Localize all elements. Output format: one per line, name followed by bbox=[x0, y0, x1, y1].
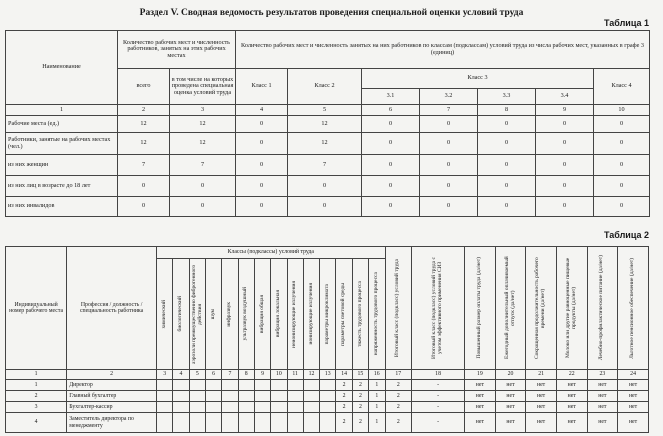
factor-header: вибрация локальная bbox=[274, 290, 281, 338]
t2-colnum: 5 bbox=[189, 370, 205, 380]
cell: 2 bbox=[336, 380, 352, 391]
cell: нет bbox=[587, 413, 618, 433]
cell: 0 bbox=[362, 176, 420, 197]
t1-header-sub: 3.3 bbox=[478, 89, 536, 105]
cell: 0 bbox=[594, 176, 650, 197]
table-row bbox=[6, 176, 650, 197]
cell: 0 bbox=[478, 133, 536, 155]
cell: нет bbox=[465, 413, 496, 433]
cell: 0 bbox=[118, 176, 170, 197]
t2-colnum: 10 bbox=[271, 370, 287, 380]
table1-label: Таблица 1 bbox=[603, 18, 649, 28]
t2-colnum: 23 bbox=[587, 370, 618, 380]
cell: нет bbox=[556, 413, 587, 433]
cell: 7 bbox=[288, 155, 362, 176]
cell: 0 bbox=[420, 176, 478, 197]
cell: 0 bbox=[478, 176, 536, 197]
t2-header-food: Лечебно-профилактическое питание (да/нет) bbox=[598, 255, 605, 361]
cell: 2 bbox=[352, 402, 368, 413]
cell: нет bbox=[495, 413, 526, 433]
table-row bbox=[6, 155, 650, 176]
cell: 2 bbox=[385, 402, 412, 413]
t2-colnum: 14 bbox=[336, 370, 352, 380]
t2-colnum: 18 bbox=[412, 370, 465, 380]
cell: 12 bbox=[288, 116, 362, 133]
t2-colnum: 11 bbox=[287, 370, 303, 380]
cell: 0 bbox=[362, 133, 420, 155]
cell: 1 bbox=[369, 380, 385, 391]
factor-header: неионизирующие излучения bbox=[291, 280, 298, 348]
t1-colnum: 2 bbox=[118, 105, 170, 116]
table-row bbox=[6, 380, 649, 391]
cell: 0 bbox=[536, 197, 594, 217]
t2-colnum: 24 bbox=[618, 370, 649, 380]
cell: 0 bbox=[420, 197, 478, 217]
cell: нет bbox=[618, 402, 649, 413]
factor-header: параметры световой среды bbox=[340, 282, 347, 346]
cell: 1 bbox=[369, 391, 385, 402]
t2-colnum: 6 bbox=[205, 370, 221, 380]
cell: нет bbox=[618, 380, 649, 391]
cell: 0 bbox=[288, 197, 362, 217]
cell: нет bbox=[495, 391, 526, 402]
row-name: Работники, занятые на рабочих местах (чел.) bbox=[6, 133, 118, 155]
cell: нет bbox=[465, 380, 496, 391]
t1-colnum: 6 bbox=[362, 105, 420, 116]
t2-colnum: 9 bbox=[254, 370, 270, 380]
factor-header: шум bbox=[209, 308, 216, 320]
workplace-profession: Заместитель директора по менеджменту bbox=[67, 413, 157, 433]
workplace-id: 3 bbox=[6, 402, 67, 413]
t2-colnum: 8 bbox=[238, 370, 254, 380]
cell: 0 bbox=[536, 155, 594, 176]
cell: нет bbox=[556, 380, 587, 391]
t1-header-count: Количество рабочих мест и численность работников, занятых на этих рабочих местах bbox=[118, 31, 236, 69]
cell: 0 bbox=[478, 155, 536, 176]
t2-colnum: 21 bbox=[526, 370, 557, 380]
t2-colnum: 22 bbox=[556, 370, 587, 380]
t2-header-vacation: Ежегодный дополнительный оплачиваемый отпуск (да/нет) bbox=[503, 256, 516, 360]
cell: - bbox=[412, 391, 465, 402]
cell: 0 bbox=[478, 197, 536, 217]
cell: 0 bbox=[594, 133, 650, 155]
cell: 0 bbox=[420, 133, 478, 155]
cell: нет bbox=[526, 402, 557, 413]
factor-header: параметры микроклимата bbox=[323, 283, 330, 345]
factor-header: напряженность трудового процесса bbox=[372, 272, 379, 356]
cell: 0 bbox=[420, 155, 478, 176]
cell: 0 bbox=[362, 155, 420, 176]
t2-colnum: 7 bbox=[222, 370, 238, 380]
table-row bbox=[6, 116, 650, 133]
t1-header-sub: 3.2 bbox=[420, 89, 478, 105]
t1-header-name: Наименование bbox=[6, 31, 118, 105]
t2-colnum: 4 bbox=[173, 370, 189, 380]
cell: 0 bbox=[594, 197, 650, 217]
t1-header-classes: Количество рабочих мест и численность занятых на них работников по классам (подклассам) условий труда из числа рабочих мест, указанных в графе 3 (единиц) bbox=[236, 31, 650, 69]
t2-header-pension: Льготное пенсионное обеспечение (да/нет) bbox=[629, 257, 636, 359]
summary-table bbox=[5, 30, 650, 217]
cell: нет bbox=[526, 413, 557, 433]
cell: 0 bbox=[362, 197, 420, 217]
cell: - bbox=[412, 402, 465, 413]
factor-header: биологический bbox=[177, 296, 184, 332]
cell: нет bbox=[495, 380, 526, 391]
row-name: Рабочие места (ед.) bbox=[6, 116, 118, 133]
workplace-profession: Бухгалтер-кассир bbox=[67, 402, 157, 413]
table-row bbox=[6, 391, 649, 402]
t2-header-classes: Классы (подклассы) условий труда bbox=[157, 247, 386, 259]
cell: 7 bbox=[118, 155, 170, 176]
cell: нет bbox=[587, 391, 618, 402]
cell: 0 bbox=[536, 133, 594, 155]
t1-header-sub: 3.4 bbox=[536, 89, 594, 105]
cell: - bbox=[412, 380, 465, 391]
cell: 2 bbox=[352, 380, 368, 391]
cell: 0 bbox=[170, 197, 236, 217]
cell: нет bbox=[587, 380, 618, 391]
cell: 0 bbox=[478, 116, 536, 133]
cell: 12 bbox=[170, 116, 236, 133]
t2-colnum: 19 bbox=[465, 370, 496, 380]
row-name: из них лиц в возрасте до 18 лет bbox=[6, 176, 118, 197]
t1-colnum: 7 bbox=[420, 105, 478, 116]
cell: 0 bbox=[594, 116, 650, 133]
t1-colnum: 10 bbox=[594, 105, 650, 116]
t2-colnum: 15 bbox=[352, 370, 368, 380]
factor-header: химический bbox=[160, 299, 167, 329]
row-name: из них женщин bbox=[6, 155, 118, 176]
t2-header-id: Индивидуальный номер рабочего места bbox=[6, 247, 67, 370]
t2-colnum: 17 bbox=[385, 370, 412, 380]
cell: нет bbox=[465, 402, 496, 413]
t1-header-incl: в том числе на которых проведена специальная оценка условий труда bbox=[170, 69, 236, 105]
cell: нет bbox=[618, 413, 649, 433]
workplace-id: 1 bbox=[6, 380, 67, 391]
t1-header-class4: Класс 4 bbox=[594, 69, 650, 105]
t1-colnum: 5 bbox=[288, 105, 362, 116]
t1-header-class2: Класс 2 bbox=[288, 69, 362, 105]
cell: 0 bbox=[236, 116, 288, 133]
cell: 1 bbox=[369, 402, 385, 413]
t2-header-pay: Повышенный размер оплаты труда (да/нет) bbox=[476, 257, 483, 359]
t2-colnum: 1 bbox=[6, 370, 67, 380]
t2-colnum: 3 bbox=[157, 370, 173, 380]
factor-header: инфразвук bbox=[226, 301, 233, 327]
cell: 2 bbox=[336, 402, 352, 413]
t2-header-final-class-siz: Итоговый класс (подкласс) условий труда с учетом эффективного применения СИЗ bbox=[431, 257, 444, 359]
t1-colnum: 8 bbox=[478, 105, 536, 116]
cell: нет bbox=[465, 391, 496, 402]
cell: 12 bbox=[118, 133, 170, 155]
workplace-id: 2 bbox=[6, 391, 67, 402]
cell: 0 bbox=[236, 133, 288, 155]
cell: 2 bbox=[336, 413, 352, 433]
cell: 7 bbox=[170, 155, 236, 176]
workplace-id: 4 bbox=[6, 413, 67, 433]
t1-header-class1: Класс 1 bbox=[236, 69, 288, 105]
cell: 12 bbox=[118, 116, 170, 133]
cell: 0 bbox=[594, 155, 650, 176]
cell: 0 bbox=[236, 176, 288, 197]
cell: 0 bbox=[288, 176, 362, 197]
t2-colnum: 16 bbox=[369, 370, 385, 380]
cell: 2 bbox=[352, 391, 368, 402]
cell: 1 bbox=[369, 413, 385, 433]
cell: нет bbox=[526, 391, 557, 402]
t2-colnum: 2 bbox=[67, 370, 157, 380]
t1-header-total: всего bbox=[118, 69, 170, 105]
cell: 2 bbox=[385, 413, 412, 433]
row-name: из них инвалидов bbox=[6, 197, 118, 217]
t2-header-milk: Молоко или другие равноценные пищевые продукты (да/нет) bbox=[564, 257, 577, 359]
table-row bbox=[6, 197, 650, 217]
t2-colnum: 12 bbox=[303, 370, 319, 380]
cell: 2 bbox=[385, 391, 412, 402]
cell: 0 bbox=[118, 197, 170, 217]
cell: 2 bbox=[352, 413, 368, 433]
page-title: Раздел V. Сводная ведомость результатов проведения специальной оценки условий труда bbox=[139, 8, 524, 18]
t2-header-short-time: Сокращенная продолжительность рабочего времени (да/нет) bbox=[534, 257, 547, 359]
table-row bbox=[6, 413, 649, 433]
t1-colnum: 1 bbox=[6, 105, 118, 116]
t1-header-sub: 3.1 bbox=[362, 89, 420, 105]
cell: 0 bbox=[536, 176, 594, 197]
cell: 0 bbox=[170, 176, 236, 197]
cell: 12 bbox=[288, 133, 362, 155]
factor-header: тяжесть трудового процесса bbox=[356, 281, 363, 347]
cell: 2 bbox=[385, 380, 412, 391]
factor-header: ионизирующие излучения bbox=[307, 283, 314, 345]
cell: нет bbox=[495, 402, 526, 413]
cell: нет bbox=[556, 402, 587, 413]
cell: 0 bbox=[236, 197, 288, 217]
table2-label: Таблица 2 bbox=[603, 230, 649, 240]
cell: нет bbox=[618, 391, 649, 402]
t1-header-class3: Класс 3 bbox=[362, 69, 594, 89]
factor-header: аэрозоли преимущественно фиброгенного действия bbox=[190, 264, 203, 364]
cell: 0 bbox=[362, 116, 420, 133]
workplace-profession: Главный бухгалтер bbox=[67, 391, 157, 402]
table-row bbox=[6, 133, 650, 155]
cell: 0 bbox=[420, 116, 478, 133]
table-row bbox=[6, 402, 649, 413]
t1-colnum: 3 bbox=[170, 105, 236, 116]
cell: - bbox=[412, 413, 465, 433]
t2-colnum: 20 bbox=[495, 370, 526, 380]
cell: 2 bbox=[336, 391, 352, 402]
factor-header: вибрация общая bbox=[258, 294, 265, 334]
cell: нет bbox=[556, 391, 587, 402]
t1-colnum: 4 bbox=[236, 105, 288, 116]
workplace-profession: Директор bbox=[67, 380, 157, 391]
workplace-table bbox=[5, 246, 649, 433]
t2-header-prof: Профессия / должность / специальность работника bbox=[67, 247, 157, 370]
cell: 0 bbox=[236, 155, 288, 176]
t1-colnum: 9 bbox=[536, 105, 594, 116]
cell: 12 bbox=[170, 133, 236, 155]
cell: 0 bbox=[536, 116, 594, 133]
cell: нет bbox=[587, 402, 618, 413]
t2-colnum: 13 bbox=[320, 370, 336, 380]
factor-header: ультразвук воздушный bbox=[242, 287, 249, 341]
cell: нет bbox=[526, 380, 557, 391]
t2-header-final-class: Итоговый класс (подкласс) условий труда bbox=[394, 258, 401, 358]
